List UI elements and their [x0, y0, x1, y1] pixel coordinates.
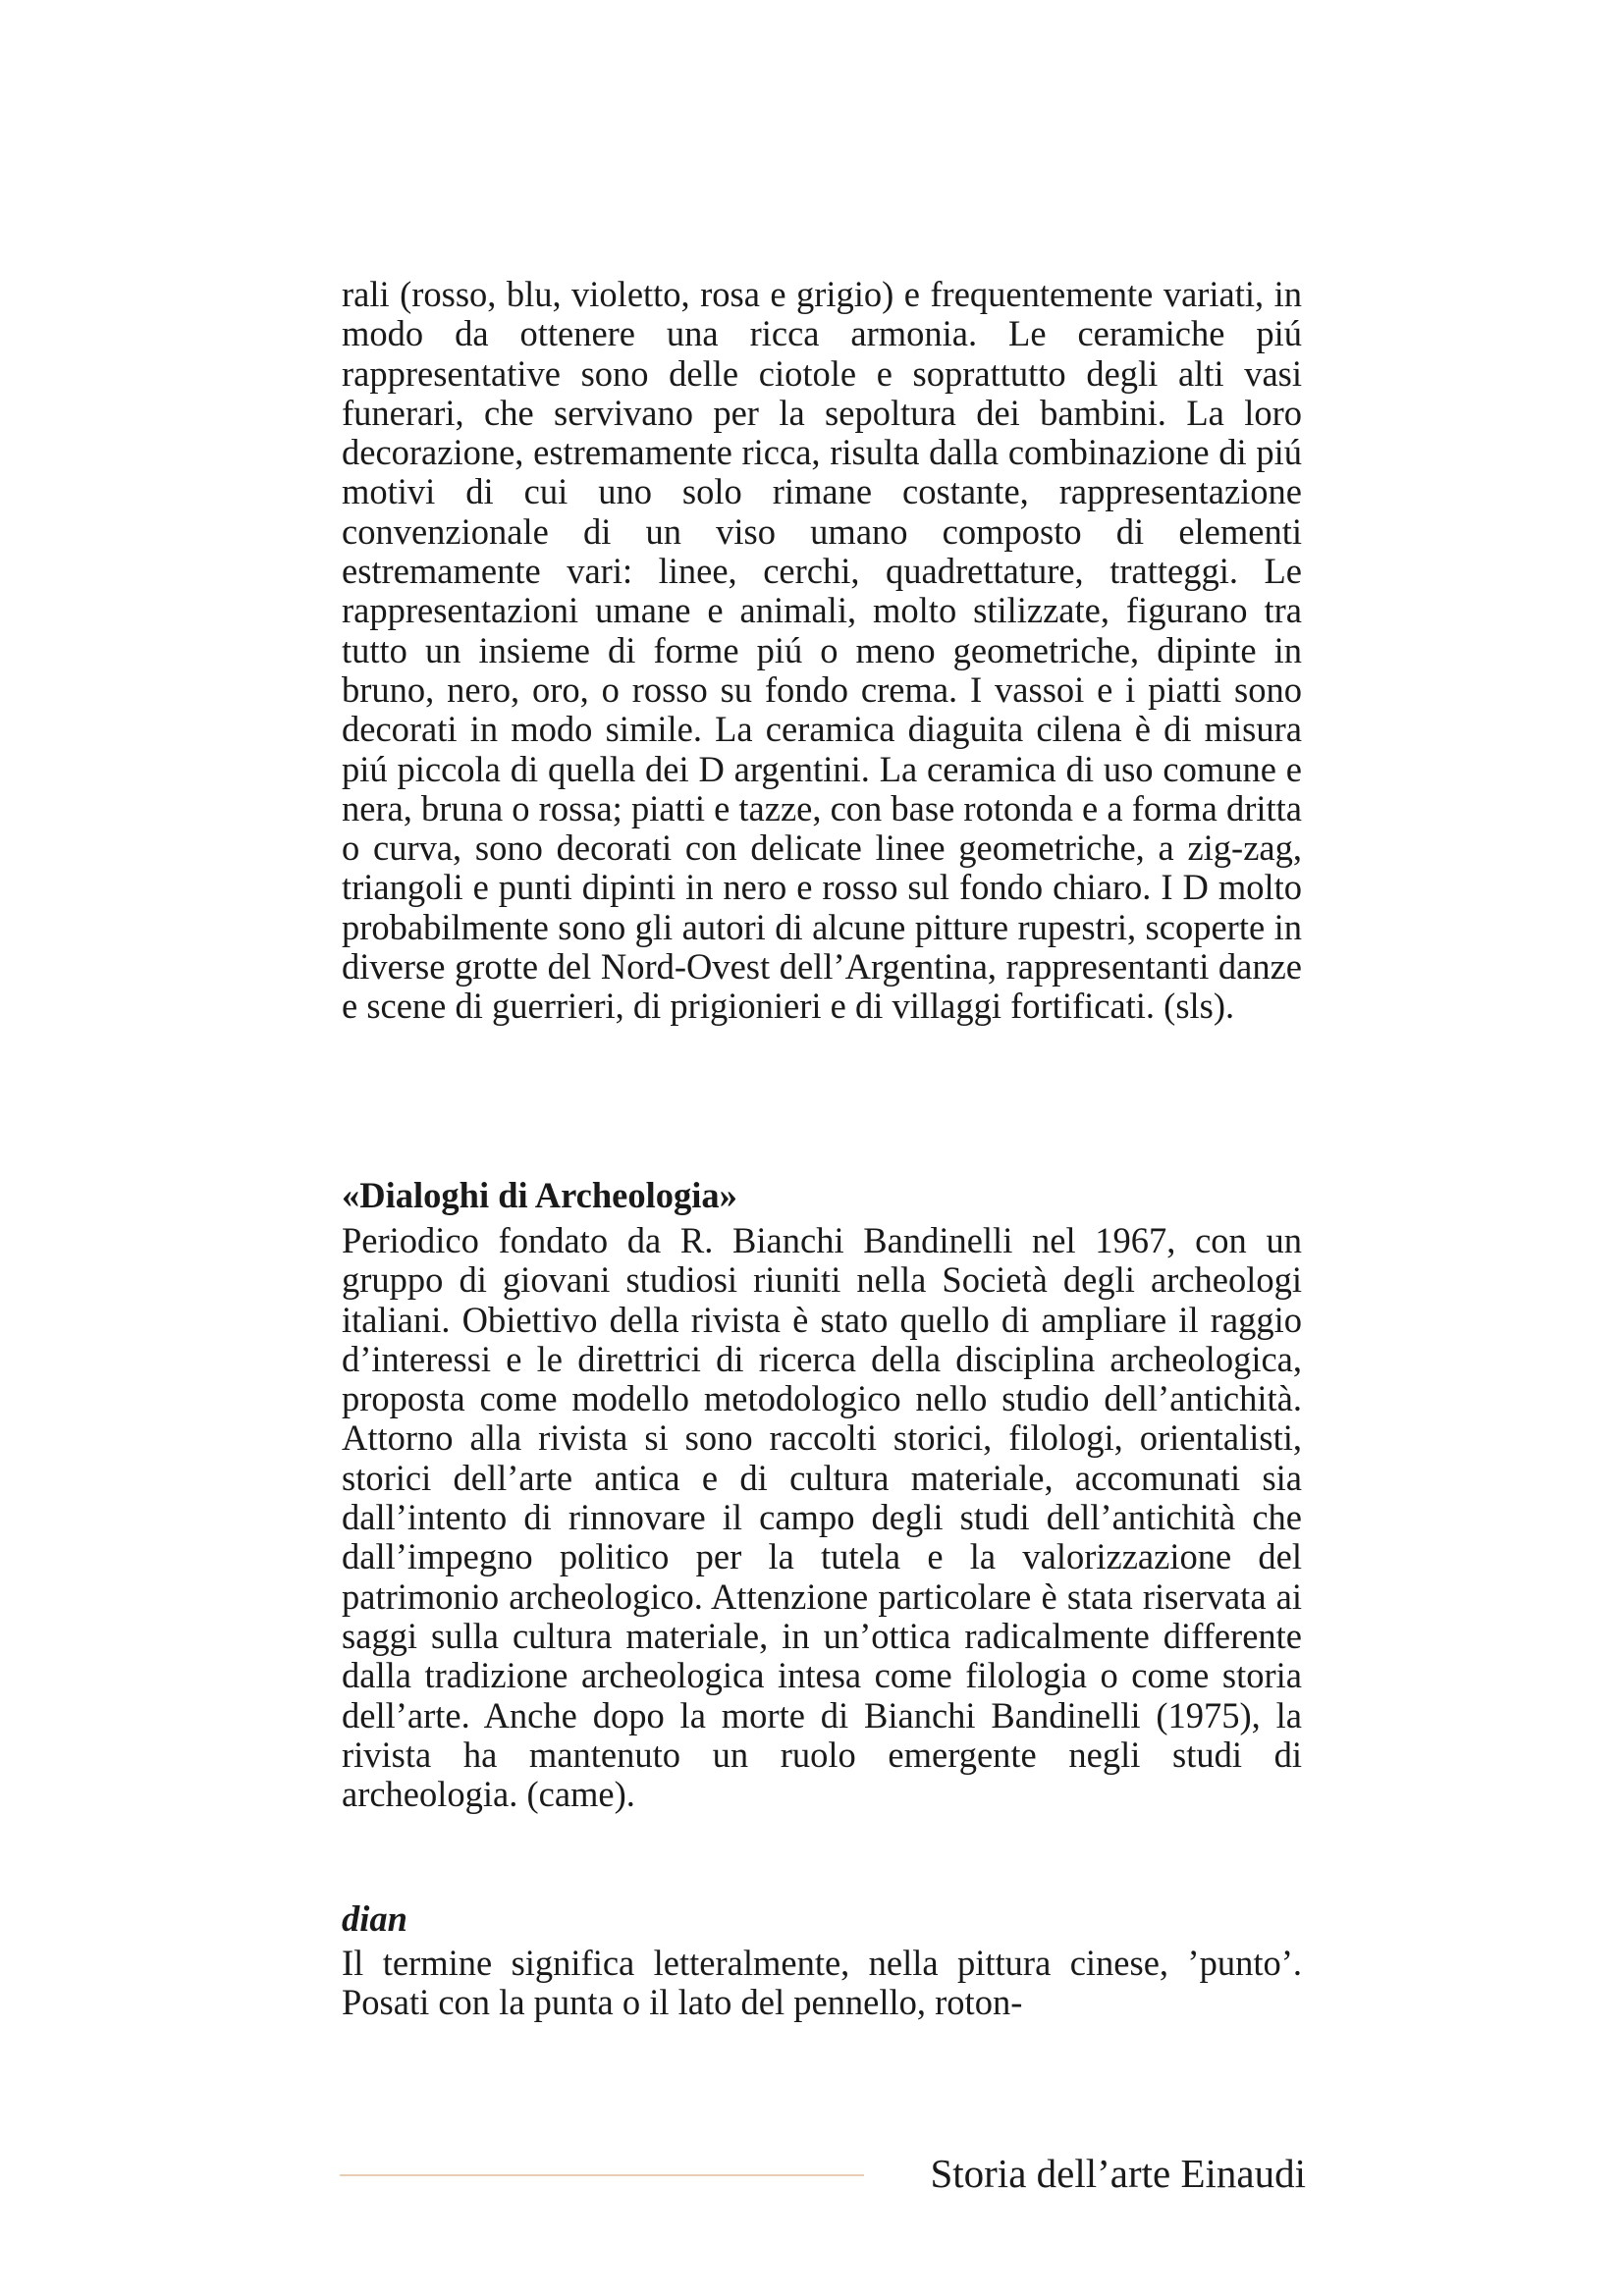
entry-heading-dialoghi: «Dialoghi di Archeologia» — [342, 1175, 737, 1215]
footer-divider — [340, 2174, 864, 2176]
entry-body-diaguiti — [342, 275, 1302, 1027]
paragraph: Il termine significa letteralmente, nella pittura cinese, ’punto’. Posati con la punta o il lato del pennello, roton- — [342, 1943, 1302, 2023]
paragraph: Periodico fondato da R. Bianchi Bandinelli nel 1967, con un gruppo di giovani studiosi riuniti nella Società degli archeologi italiani. Obiettivo della rivista è stato quello di ampliare il raggio d’interessi e le direttrici di ricerca della disciplina archeologica, proposta come modello metodologico nello studio dell’antichità. Attorno alla rivista si sono raccolti storici, filologi, orientalisti, storici dell’arte antica e di cultura materiale, accomunati sia dall’intento di rinnovare il campo degli studi dell’antichità che dall’impegno politico per la tutela e la valorizzazione del patrimonio archeologico. Attenzione particolare è stata riservata ai saggi sulla cultura materiale, in un’ottica radicalmente differente dalla tradizione archeologica intesa come filologia o come storia dell’arte. Anche dopo la morte di Bianchi Bandinelli (1975), la rivista ha mantenuto un ruolo emergente negli studi di archeologia. (came). — [342, 1220, 1302, 1815]
entry-body-dian — [342, 1944, 1302, 2023]
entry-body-dialoghi — [342, 1221, 1302, 1814]
entry-heading-dian: dian — [342, 1898, 407, 1939]
paragraph: rali (rosso, blu, violetto, rosa e grigio) e frequentemente variati, in modo da ottenere una ricca armonia. Le ceramiche piú rappresentative sono delle ciotole e soprattutto degli alti vasi funerari, che servivano per la sepoltura dei bambini. La loro decorazione, estremamente ricca, risulta dalla combinazione di piú motivi di cui uno solo rimane costante, rappresentazione convenzionale di un viso umano composto di elementi estremamente vari: linee, cerchi, quadrettature, tratteggi. Le rappresentazioni umane e animali, molto stilizzate, figurano tra tutto un insieme di forme piú o meno geometriche, dipinte in bruno, nero, oro, o rosso su fondo crema. I vassoi e i piatti sono decorati in modo simile. La ceramica diaguita cilena è di misura piú piccola di quella dei D argentini. La ceramica di uso comune e nera, bruna o rossa; piatti e tazze, con base rotonda e a forma dritta o curva, sono decorati con delicate linee geometriche, a zig-zag, triangoli e punti dipinti in nero e rosso sul fondo chiaro. I D molto probabilmente sono gli autori di alcune pitture rupestri, scoperte in diverse grotte del Nord-Ovest dell’Argentina, rappresentanti danze e scene di guerrieri, di prigionieri e di villaggi fortificati. (sls). — [342, 274, 1302, 1027]
footer-publication-title: Storia dell’arte Einaudi — [930, 2151, 1306, 2196]
